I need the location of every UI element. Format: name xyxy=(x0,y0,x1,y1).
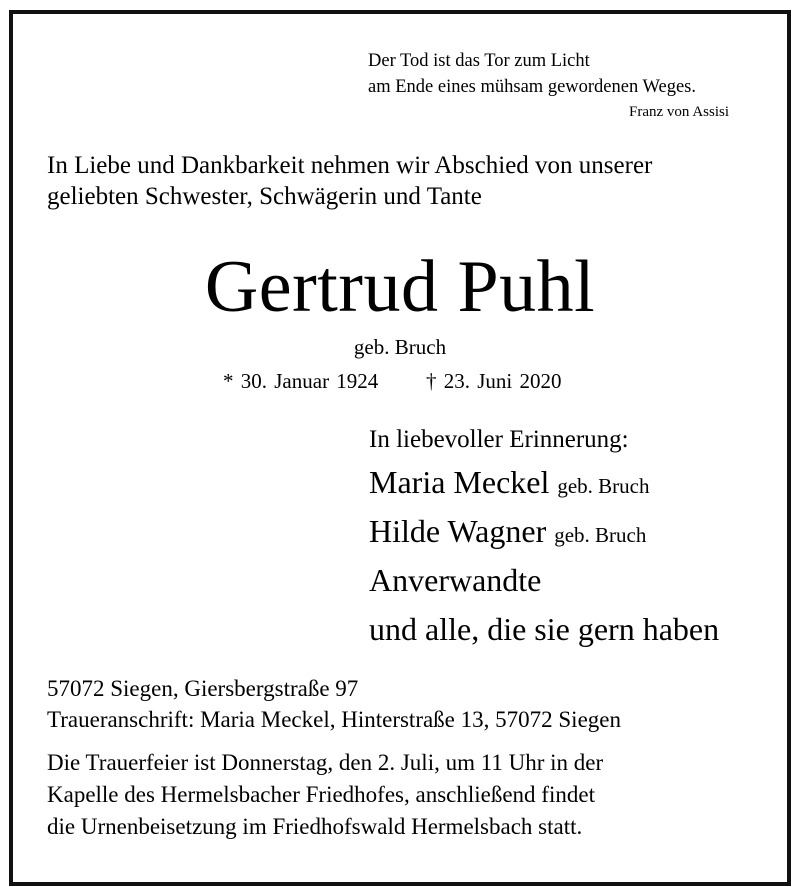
memory-heading: In liebevoller Erinnerung: xyxy=(369,426,629,453)
quote-line-1: Der Tod ist das Tor zum Licht xyxy=(368,51,590,71)
quote-line-2: am Ende eines mühsam gewordenen Weges. xyxy=(368,77,696,97)
others-line: und alle, die sie gern haben xyxy=(369,611,720,647)
deceased-maiden-name: geb. Bruch xyxy=(353,335,447,359)
ceremony-line-3: die Urnenbeisetzung im Friedhofswald Hermelsbach statt. xyxy=(47,814,583,839)
mourner-name: Hilde Wagner xyxy=(369,513,547,549)
death-date: † 23. Juni 2020 xyxy=(426,369,562,393)
mourner-2 xyxy=(369,513,646,550)
intro-line-1: In Liebe und Dankbarkeit nehmen wir Abschied von unserer xyxy=(47,152,653,179)
deceased-name: Gertrud Puhl xyxy=(204,246,596,328)
mourner-name: Maria Meckel xyxy=(369,464,550,500)
relatives-line: Anverwandte xyxy=(369,562,542,598)
ceremony-line-1: Die Trauerfeier ist Donnerstag, den 2. Juli, um 11 Uhr in der xyxy=(47,750,604,775)
mourner-1 xyxy=(369,464,650,501)
quote-author: Franz von Assisi xyxy=(629,104,730,120)
birth-date: * 30. Januar 1924 xyxy=(223,369,379,393)
ceremony-line-2: Kapelle des Hermelsbacher Friedhofes, anschließend findet xyxy=(47,782,595,807)
residence-address: 57072 Siegen, Giersbergstraße 97 xyxy=(47,676,359,701)
intro-line-2: geliebten Schwester, Schwägerin und Tante xyxy=(47,183,482,210)
mourning-address: Traueranschrift: Maria Meckel, Hinterstraße 13, 57072 Siegen xyxy=(47,707,621,732)
mourner-maiden-name: geb. Bruch xyxy=(557,474,650,498)
mourner-maiden-name: geb. Bruch xyxy=(554,523,647,547)
obituary-notice xyxy=(9,10,791,886)
